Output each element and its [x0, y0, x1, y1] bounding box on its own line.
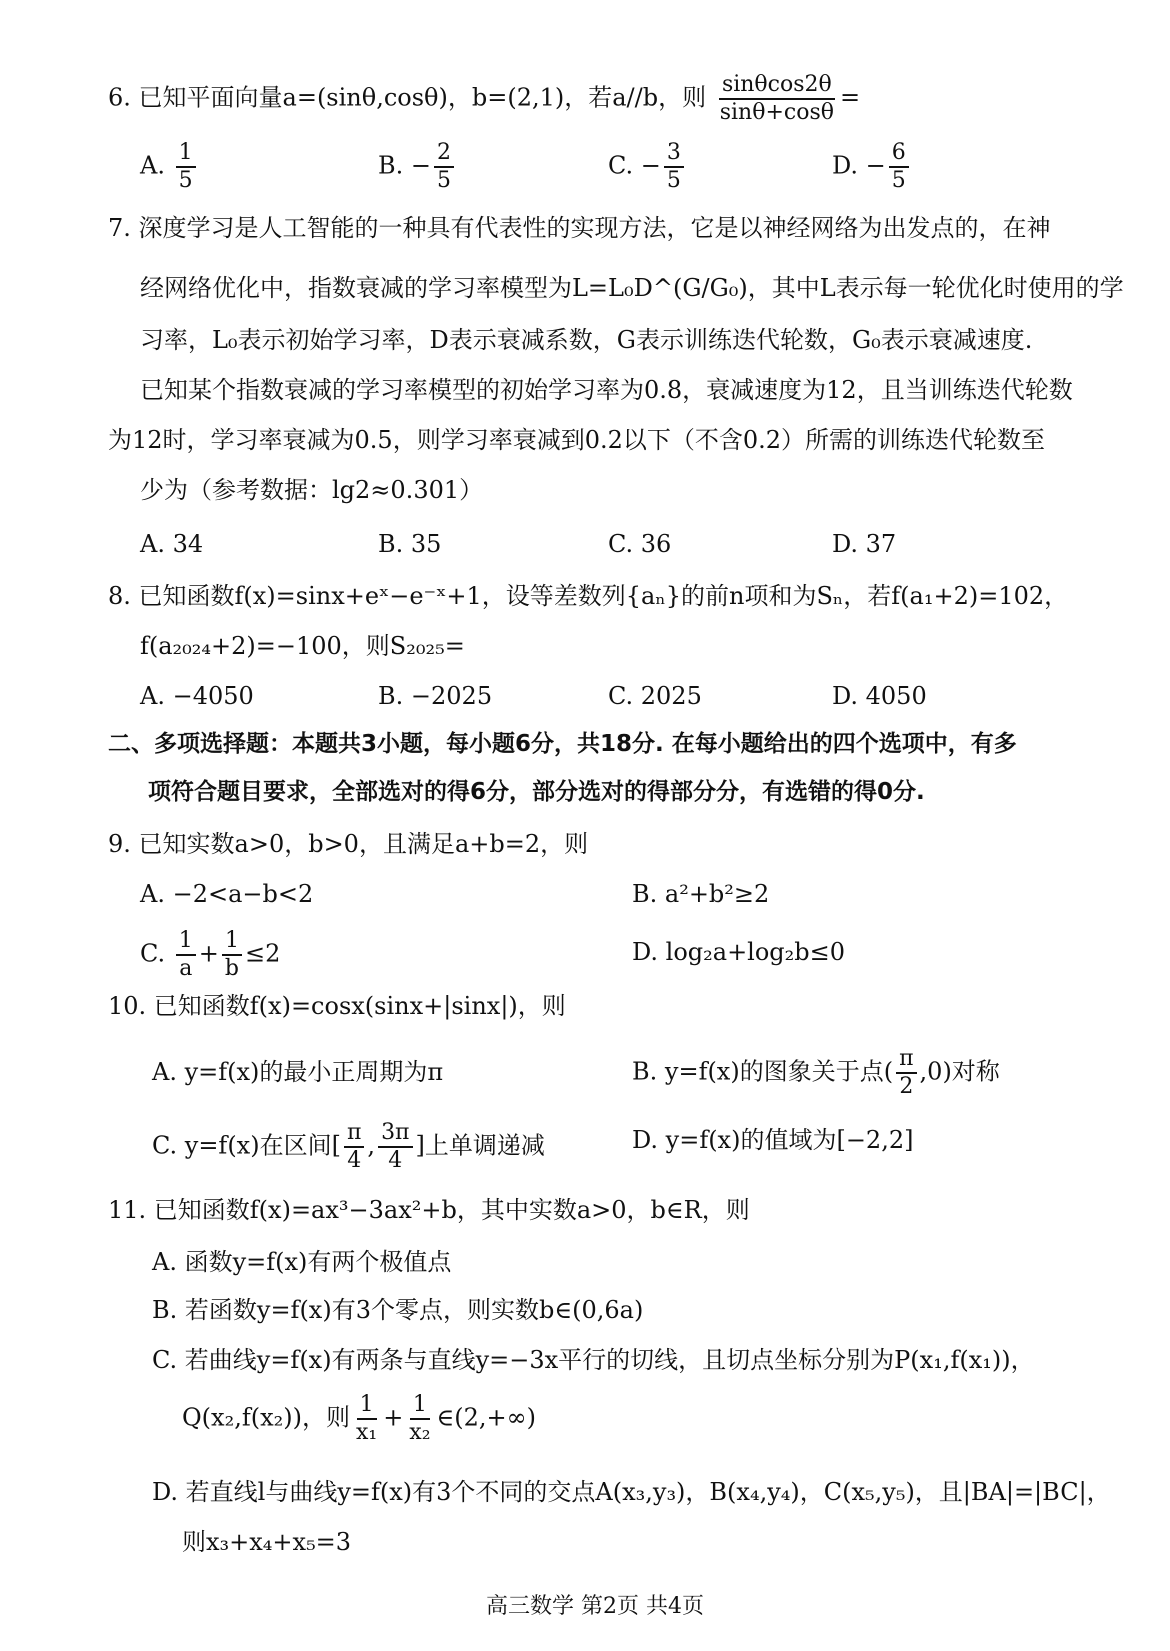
q10-option-b: B. y=f(x)的图象关于点( $\frac{\pi}{2}$ ,0)对称	[632, 1046, 1000, 1099]
q6-option-c: C. − $\frac{3}{5}$	[608, 140, 687, 194]
q9-option-b: B. a²+b²≥2	[632, 880, 770, 908]
q11-option-d-line-2: 则x₃+x₄+x₅=3	[182, 1528, 352, 1556]
q10-option-c: C. y=f(x)在区间[ $\frac{\pi}{4}$ , $\frac{3\pi}{4}$ ]上单调递减	[152, 1120, 545, 1173]
q8-option-c: C. 2025	[608, 682, 702, 710]
q9-stem: 9. 已知实数a>0，b>0，且满足a+b=2，则	[108, 830, 589, 858]
q7-line-6: 少为（参考数据：lg2≈0.301）	[140, 476, 484, 504]
page-footer: 高三数学 第2页 共4页	[486, 1594, 704, 1619]
q7-option-b: B. 35	[378, 530, 442, 558]
section-2-heading-line-2: 项符合题目要求，全部选对的得6分，部分选对的得部分分，有选错的得0分.	[148, 779, 925, 805]
q11-option-b: B. 若函数y=f(x)有3个零点，则实数b∈(0,6a)	[152, 1296, 644, 1324]
question-6-stem: 6. 已知平面向量a=(sinθ,cosθ)，b=(2,1)，若a//b，则 $\frac{\sin\theta\cos 2\theta}{\sin\theta+\cos\theta}$ =	[108, 72, 861, 125]
q6-option-d: D. − $\frac{6}{5}$	[832, 140, 912, 194]
section-2-heading-line-1: 二、多项选择题：本题共3小题，每小题6分，共18分. 在每小题给出的四个选项中，有多	[108, 731, 1017, 757]
q8-line-2: f(a₂₀₂₄+2)=−100，则S₂₀₂₅=	[140, 632, 465, 660]
q6-expression: $\frac{\sin\theta\cos 2\theta}{\sin\theta+\cos\theta}$	[719, 72, 834, 125]
q11-option-c-line-1: C. 若曲线y=f(x)有两条与直线y=−3x平行的切线，且切点坐标分别为P(x₁,f(x₁))，	[152, 1346, 1035, 1374]
q11-option-d-line-1: D. 若直线l与曲线y=f(x)有3个不同的交点A(x₃,y₃)，B(x₄,y₄)，C(x₅,y₅)，且|BA|=|BC|，	[152, 1478, 1111, 1506]
q7-line-5: 为12时，学习率衰减为0.5，则学习率衰减到0.2以下（不含0.2）所需的训练迭代轮数至	[108, 426, 1046, 454]
q10-option-d: D. y=f(x)的值域为[−2,2]	[632, 1126, 914, 1154]
q7-option-c: C. 36	[608, 530, 672, 558]
q11-option-a: A. 函数y=f(x)有两个极值点	[152, 1248, 452, 1276]
q6-option-b: B. − $\frac{2}{5}$	[378, 140, 457, 194]
q9-option-d: D. log₂a+log₂b≤0	[632, 938, 846, 966]
q11-stem: 11. 已知函数f(x)=ax³−3ax²+b，其中实数a>0，b∈R，则	[108, 1196, 750, 1224]
q7-line-2: 经网络优化中，指数衰减的学习率模型为L=L₀D^(G/G₀)，其中L表示每一轮优化时使用的学	[140, 274, 1124, 302]
q7-line-4: 已知某个指数衰减的学习率模型的初始学习率为0.8，衰减速度为12，且当训练迭代轮数	[140, 376, 1073, 404]
q9-option-a: A. −2<a−b<2	[140, 880, 314, 908]
q7-option-d: D. 37	[832, 530, 897, 558]
q10-stem: 10. 已知函数f(x)=cosx(sinx+|sinx|)，则	[108, 992, 566, 1020]
q7-option-a: A. 34	[140, 530, 204, 558]
q8-option-b: B. −2025	[378, 682, 493, 710]
q8-line-1: 8. 已知函数f(x)=sinx+eˣ−e⁻ˣ+1，设等差数列{aₙ}的前n项和为Sₙ，若f(a₁+2)=102，	[108, 582, 1069, 610]
q9-option-c: C. $\frac{1}{a}$ + $\frac{1}{b}$ ≤2	[140, 928, 281, 981]
q10-option-a: A. y=f(x)的最小正周期为π	[152, 1058, 444, 1086]
q11-option-c-line-2: Q(x₂,f(x₂))，则 $\frac{1}{\text{x₁}}$ + $\frac{1}{\text{x₂}}$ ∈(2,+∞)	[182, 1392, 537, 1445]
q8-option-d: D. 4050	[832, 682, 927, 710]
q7-line-3: 习率，L₀表示初始学习率，D表示衰减系数，G表示训练迭代轮数，G₀表示衰减速度.	[140, 326, 1033, 354]
q8-option-a: A. −4050	[140, 682, 254, 710]
q7-line-1: 7. 深度学习是人工智能的一种具有代表性的实现方法，它是以神经网络为出发点的，在神	[108, 214, 1051, 242]
q6-option-a: A. $\frac{1}{5}$	[140, 140, 199, 194]
